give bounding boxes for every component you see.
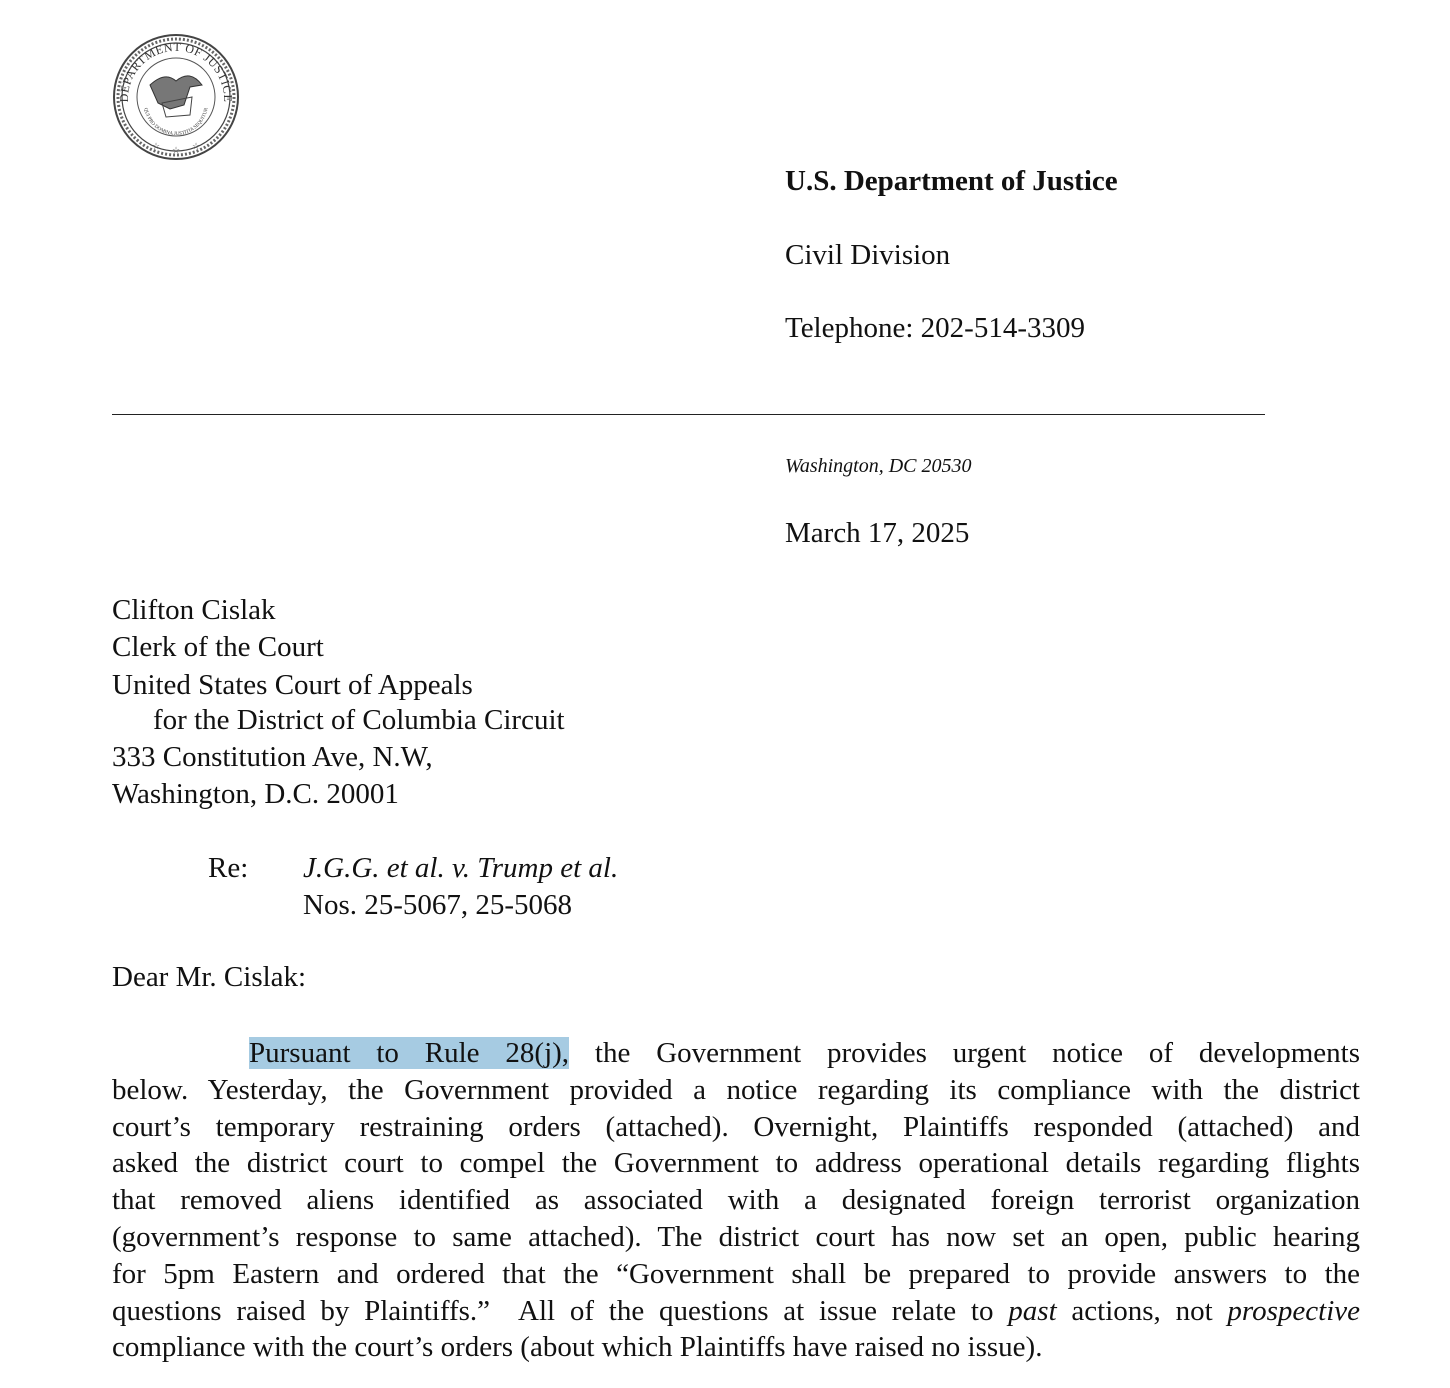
body-line: [112, 1036, 1360, 1073]
svg-text:☆: ☆: [152, 141, 161, 151]
body-line: asked the district court to compel the Government to address operational details regarding flights: [112, 1147, 1360, 1180]
emphasis-prospective: prospective: [1227, 1294, 1361, 1327]
location: Washington, DC 20530: [785, 455, 972, 477]
case-numbers: Nos. 25-5067, 25-5068: [303, 889, 573, 921]
svg-text:DEPARTMENT OF JUSTICE: DEPARTMENT OF JUSTICE: [116, 39, 236, 103]
doj-seal-logo: [110, 33, 242, 163]
body-line: that removed aliens identified as associated with a designated foreign terrorist organization: [112, 1184, 1360, 1217]
body-line: below. Yesterday, the Government provided a notice regarding its compliance with the district: [112, 1073, 1360, 1106]
letter-body-paragraph: [112, 1036, 1360, 1367]
body-line: for 5pm Eastern and ordered that the “Government shall be prepared to provide answers to the: [112, 1257, 1360, 1290]
emphasis-past: past: [1008, 1294, 1057, 1327]
recipient-court: United States Court of Appeals: [112, 669, 473, 701]
letter-date: March 17, 2025: [785, 517, 970, 549]
body-line: compliance with the court’s orders (about which Plaintiffs have raised no issue).: [112, 1331, 1043, 1364]
division-name: Civil Division: [785, 239, 951, 271]
svg-text:QUI PRO DOMINA JUSTITIA SEQUIT: QUI PRO DOMINA JUSTITIA SEQUITUR: [142, 107, 210, 138]
body-line: court’s temporary restraining orders (attached). Overnight, Plaintiffs responded (attached) and: [112, 1110, 1360, 1143]
salutation: Dear Mr. Cislak:: [112, 961, 307, 993]
body-text: the Government provides urgent notice of developments: [569, 1037, 1361, 1069]
recipient-title: Clerk of the Court: [112, 631, 324, 663]
body-text: actions, not: [1056, 1294, 1228, 1327]
re-label: Re:: [208, 852, 249, 884]
svg-text:☆: ☆: [172, 145, 181, 155]
recipient-street: 333 Constitution Ave, N.W,: [112, 741, 433, 773]
highlighted-text: Pursuant to Rule 28(j),: [249, 1037, 570, 1069]
recipient-city: Washington, D.C. 20001: [112, 778, 399, 810]
recipient-court-circuit: for the District of Columbia Circuit: [153, 704, 565, 736]
header-divider: [112, 414, 1265, 415]
telephone: Telephone: 202-514-3309: [785, 312, 1085, 344]
body-line: [112, 1294, 1360, 1331]
department-name: U.S. Department of Justice: [785, 165, 1118, 197]
recipient-name: Clifton Cislak: [112, 594, 276, 626]
svg-text:☆: ☆: [192, 141, 201, 151]
case-name: J.G.G. et al. v. Trump et al.: [303, 852, 619, 884]
body-line: (government’s response to same attached). The district court has now set an open, public hearing: [112, 1220, 1360, 1253]
body-text: questions raised by Plaintiffs.” All of the questions at issue relate to: [112, 1294, 1009, 1327]
